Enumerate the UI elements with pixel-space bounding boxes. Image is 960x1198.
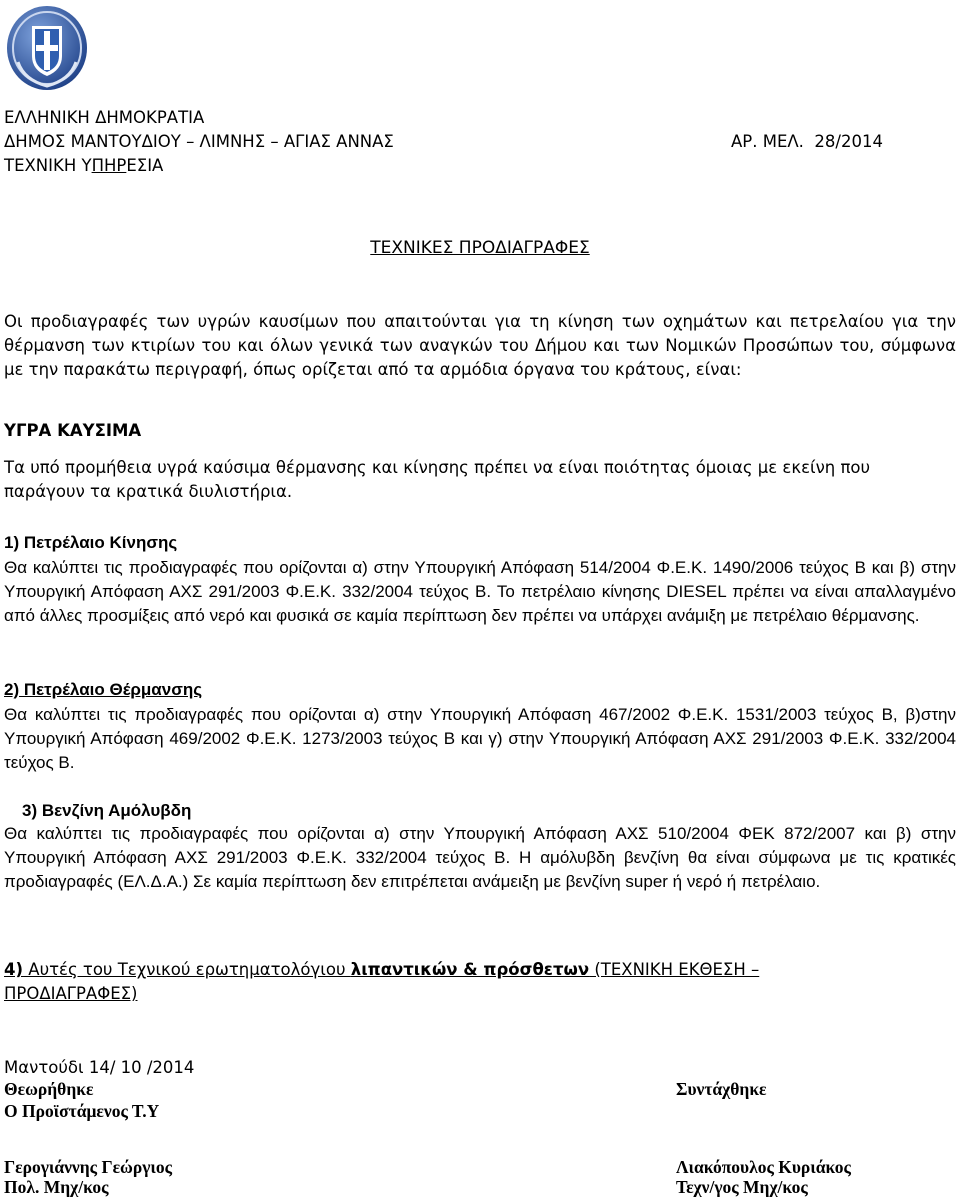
section-2-paragraph: Θα καλύπτει τις προδιαγραφές που ορίζονται α) στην Υπουργική Απόφαση 467/2002 Φ.Ε.Κ. 1531/2003 τεύχος Β, β)στην Υπουργική Απόφαση 469/2002 Φ.Ε.Κ. 1273/2003 τεύχος Β και γ) στην Υπουργική Απόφαση ΑΧΣ 291/2003 Φ.Ε.Κ. 332/2004 τεύχος Β. bbox=[4, 705, 956, 772]
fuels-heading: ΥΓΡΑ ΚΑΥΣΙΜΑ bbox=[4, 421, 142, 440]
section-1-heading: 1) Πετρέλαιο Κίνησης bbox=[4, 533, 178, 552]
header-reference bbox=[731, 130, 883, 154]
section-4-paragraph: 4) Αυτές του Τεχνικού ερωτηματολόγιου λιπαντικών & πρόσθετων (ΤΕΧΝΙΚΗ ΕΚΘΕΣΗ – ΠΡΟΔΙΑΓΡΑΦΕΣ) bbox=[4, 960, 760, 1003]
section-4-number: 4) bbox=[4, 960, 24, 979]
approver-role: Ο Προϊστάμενος Τ.Υ bbox=[4, 1101, 160, 1121]
composed-label: Συντάχθηκε bbox=[676, 1079, 767, 1099]
header-republic: ΕΛΛΗΝΙΚΗ ΔΗΜΟΚΡΑΤΙΑ bbox=[4, 108, 205, 127]
approved-label: Θεωρήθηκε bbox=[4, 1079, 94, 1099]
header-municipality: ΔΗΜΟΣ ΜΑΝΤΟΥΔΙΟΥ – ΛΙΜΝΗΣ – ΑΓΙΑΣ ΑΝΝΑΣ bbox=[4, 132, 394, 151]
section-3-heading: 3) Βενζίνη Αμόλυβδη bbox=[22, 801, 192, 820]
approver-name: Γερογιάννης Γεώργιος bbox=[4, 1157, 172, 1177]
document-title: ΤΕΧΝΙΚΕΣ ΠΡΟΔΙΑΓΡΑΦΕΣ bbox=[370, 238, 590, 258]
reference-label: ΑΡ. ΜΕΛ. bbox=[731, 132, 804, 151]
coat-of-arms-emblem bbox=[4, 2, 90, 92]
intro-paragraph: Οι προδιαγραφές των υγρών καυσίμων που απαιτούνται για τη κίνηση των οχημάτων και πετρελαίου για την θέρμανση των κτιρίων του και όλων γενικά των αναγκών του Δήμου και των Νομικών Προσώπων του, σύμφωνα με την παρακάτω περιγραφή, όπως ορίζεται από τα αρμόδια όργανα του κράτους, είναι: bbox=[4, 312, 956, 379]
date-line: Μαντούδι 14/ 10 /2014 bbox=[4, 1058, 195, 1077]
section-2-heading: 2) Πετρέλαιο Θέρμανσης bbox=[4, 680, 203, 699]
fuels-paragraph: Τα υπό προμήθεια υγρά καύσιμα θέρμανσης και κίνησης πρέπει να είναι ποιότητας όμοιας με εκείνη που παράγουν τα κρατικά διυλιστήρια. bbox=[4, 458, 871, 501]
approver-title: Πολ. Μηχ/κος bbox=[4, 1177, 109, 1197]
composer-title: Τεχν/γος Μηχ/κος bbox=[676, 1177, 808, 1197]
section-1-paragraph: Θα καλύπτει τις προδιαγραφές που ορίζονται α) στην Υπουργική Απόφαση 514/2004 Φ.Ε.Κ. 1490/2006 τεύχος Β και β) στην Υπουργική Απόφαση ΑΧΣ 291/2003 Φ.Ε.Κ. 332/2004 τεύχος Β. Το πετρέλαιο κίνησης DIESEL πρέπει να είναι απαλλαγμένο από άλλες προσμίξεις από νερό και φυσικά σε καμία περίπτωση δεν πρέπει να υπάρχει ανάμιξη με πετρέλαιο θέρμανσης. bbox=[4, 558, 956, 625]
header-technical-service: ΤΕΧΝΙΚΗ ΥΠΗΡΕΣΙΑ bbox=[4, 156, 164, 175]
composer-name: Λιακόπουλος Κυριάκος bbox=[676, 1157, 851, 1177]
reference-number: 28/2014 bbox=[814, 132, 883, 151]
section-3-paragraph: Θα καλύπτει τις προδιαγραφές που ορίζονται α) στην Υπουργική Απόφαση ΑΧΣ 510/2004 ΦΕΚ 872/2007 και β) στην Υπουργική Απόφαση ΑΧΣ 291/2003 Φ.Ε.Κ. 332/2004 τεύχος Β. Η αμόλυβδη βενζίνη θα είναι σύμφωνα με τις κρατικές προδιαγραφές (ΕΛ.Δ.Α.) Σε καμία περίπτωση δεν επιτρέπεται ανάμειξη με βενζίνη super ή νερό ή πετρέλαιο. bbox=[4, 824, 956, 891]
section-4-bold-text: λιπαντικών & πρόσθετων bbox=[350, 960, 590, 979]
